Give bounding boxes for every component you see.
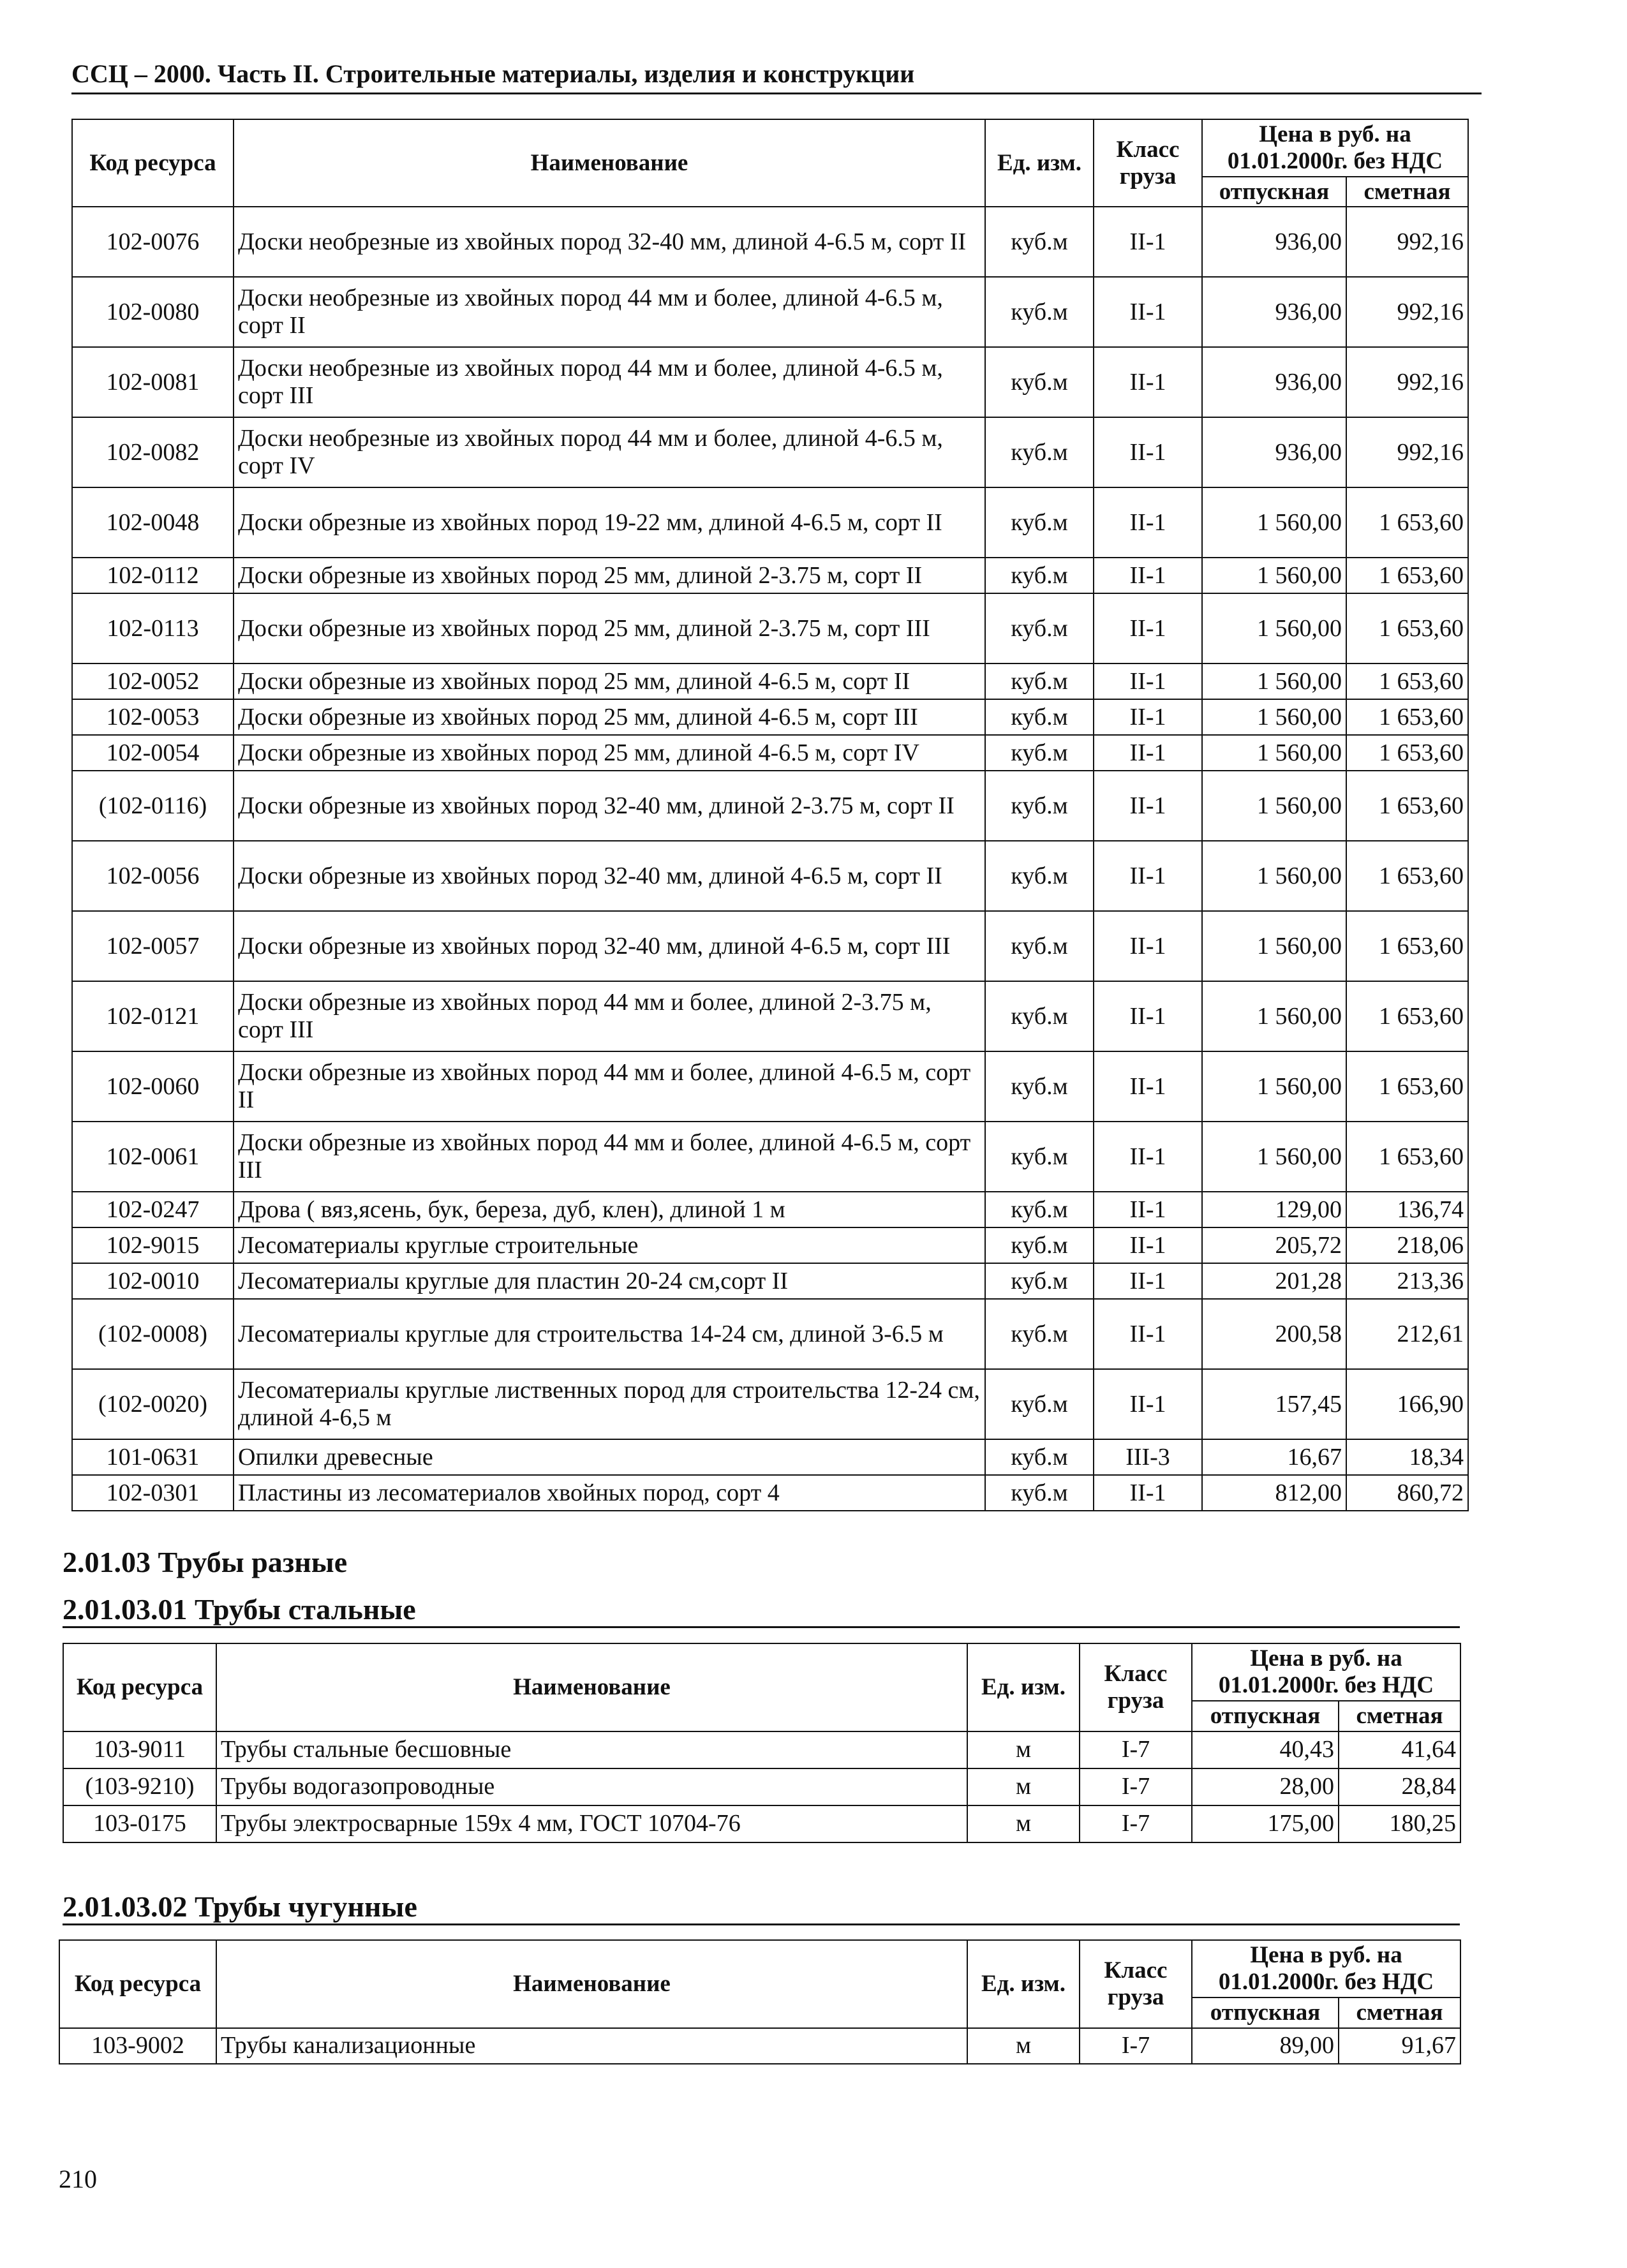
resource-name: Дрова ( вяз,ясень, бук, береза, дуб, клен), длиной 1 м — [234, 1192, 985, 1227]
resource-code: (102-0116) — [72, 771, 234, 841]
resource-name: Лесоматериалы круглые для строительства 14-24 см, длиной 3-6.5 м — [234, 1299, 985, 1369]
header-code: Код ресурса — [59, 1940, 216, 2028]
resource-name: Доски обрезные из хвойных пород 44 мм и более, длиной 4-6.5 м, сорт III — [234, 1122, 985, 1192]
unit: м — [967, 1731, 1080, 1768]
resource-code: (102-0008) — [72, 1299, 234, 1369]
release-price: 1 560,00 — [1202, 558, 1346, 593]
unit: куб.м — [985, 1475, 1094, 1511]
resource-code: 102-0056 — [72, 841, 234, 911]
release-price: 1 560,00 — [1202, 663, 1346, 699]
header-price: Цена в руб. на 01.01.2000г. без НДС — [1192, 1643, 1460, 1701]
unit: куб.м — [985, 1439, 1094, 1475]
unit: куб.м — [985, 1227, 1094, 1263]
unit: куб.м — [985, 981, 1094, 1051]
release-price: 1 560,00 — [1202, 735, 1346, 771]
unit: куб.м — [985, 207, 1094, 277]
unit: куб.м — [985, 417, 1094, 487]
resource-name: Доски обрезные из хвойных пород 32-40 мм, длиной 4-6.5 м, сорт III — [234, 911, 985, 981]
header-price: Цена в руб. на 01.01.2000г. без НДС — [1202, 119, 1468, 177]
unit: куб.м — [985, 347, 1094, 417]
estimate-price: 218,06 — [1346, 1227, 1468, 1263]
release-price: 812,00 — [1202, 1475, 1346, 1511]
estimate-price: 1 653,60 — [1346, 663, 1468, 699]
estimate-price: 1 653,60 — [1346, 558, 1468, 593]
resource-code: 101-0631 — [72, 1439, 234, 1475]
table-row — [72, 771, 1468, 841]
header-class: Класс груза — [1080, 1643, 1192, 1731]
release-price: 1 560,00 — [1202, 699, 1346, 735]
page-header: ССЦ – 2000. Часть II. Строительные материалы, изделия и конструкции — [71, 59, 1482, 94]
table-row — [72, 1439, 1468, 1475]
header-name: Наименование — [216, 1643, 967, 1731]
cargo-class: II-1 — [1094, 911, 1202, 981]
resource-code: 103-0175 — [63, 1805, 216, 1842]
resource-name: Доски необрезные из хвойных пород 32-40 мм, длиной 4-6.5 м, сорт II — [234, 207, 985, 277]
resource-code: 102-0113 — [72, 593, 234, 663]
resource-name: Доски необрезные из хвойных пород 44 мм и более, длиной 4-6.5 м, сорт II — [234, 277, 985, 347]
release-price: 28,00 — [1192, 1768, 1339, 1805]
resource-code: 102-0010 — [72, 1263, 234, 1299]
cargo-class: II-1 — [1094, 1122, 1202, 1192]
cargo-class: III-3 — [1094, 1439, 1202, 1475]
estimate-price: 1 653,60 — [1346, 1122, 1468, 1192]
table-row — [72, 1299, 1468, 1369]
release-price: 89,00 — [1192, 2028, 1339, 2064]
header-class: Класс груза — [1080, 1940, 1192, 2028]
resource-name: Доски обрезные из хвойных пород 25 мм, длиной 2-3.75 м, сорт III — [234, 593, 985, 663]
price-table-cast-iron-pipes — [59, 1939, 1461, 2064]
resource-code: 103-9011 — [63, 1731, 216, 1768]
unit: куб.м — [985, 735, 1094, 771]
resource-name: Пластины из лесоматериалов хвойных пород, сорт 4 — [234, 1475, 985, 1511]
cargo-class: II-1 — [1094, 593, 1202, 663]
table-row — [72, 911, 1468, 981]
cargo-class: II-1 — [1094, 1192, 1202, 1227]
release-price: 1 560,00 — [1202, 487, 1346, 558]
cargo-class: II-1 — [1094, 699, 1202, 735]
cargo-class: II-1 — [1094, 207, 1202, 277]
table-row — [72, 981, 1468, 1051]
cargo-class: II-1 — [1094, 663, 1202, 699]
section-title-steel-pipes: 2.01.03.01 Трубы стальные — [63, 1592, 1460, 1628]
unit: м — [967, 2028, 1080, 2064]
unit: куб.м — [985, 277, 1094, 347]
cargo-class: I-7 — [1080, 1731, 1192, 1768]
table-row — [72, 1122, 1468, 1192]
cargo-class: II-1 — [1094, 1299, 1202, 1369]
resource-code: 102-0053 — [72, 699, 234, 735]
resource-code: 102-0054 — [72, 735, 234, 771]
table-row — [72, 1227, 1468, 1263]
cargo-class: I-7 — [1080, 1768, 1192, 1805]
resource-code: 102-0082 — [72, 417, 234, 487]
estimate-price: 1 653,60 — [1346, 911, 1468, 981]
cargo-class: II-1 — [1094, 841, 1202, 911]
resource-code: 102-0080 — [72, 277, 234, 347]
resource-code: 102-0048 — [72, 487, 234, 558]
resource-code: 102-9015 — [72, 1227, 234, 1263]
estimate-price: 180,25 — [1339, 1805, 1460, 1842]
unit: куб.м — [985, 593, 1094, 663]
unit: куб.м — [985, 663, 1094, 699]
estimate-price: 1 653,60 — [1346, 771, 1468, 841]
resource-name: Трубы водогазопроводные — [216, 1768, 967, 1805]
resource-code: 102-0076 — [72, 207, 234, 277]
header-estimate: сметная — [1339, 1997, 1460, 2028]
release-price: 1 560,00 — [1202, 1122, 1346, 1192]
release-price: 129,00 — [1202, 1192, 1346, 1227]
estimate-price: 992,16 — [1346, 207, 1468, 277]
estimate-price: 1 653,60 — [1346, 735, 1468, 771]
unit: м — [967, 1768, 1080, 1805]
header-unit: Ед. изм. — [967, 1643, 1080, 1731]
section-title-pipes: 2.01.03 Трубы разные — [63, 1546, 348, 1578]
estimate-price: 18,34 — [1346, 1439, 1468, 1475]
resource-code: 102-0112 — [72, 558, 234, 593]
release-price: 1 560,00 — [1202, 841, 1346, 911]
header-estimate: сметная — [1346, 177, 1468, 207]
table-row — [72, 841, 1468, 911]
header-name: Наименование — [234, 119, 985, 207]
resource-code: 102-0121 — [72, 981, 234, 1051]
table-row — [72, 1192, 1468, 1227]
resource-code: (102-0020) — [72, 1369, 234, 1439]
release-price: 936,00 — [1202, 417, 1346, 487]
release-price: 1 560,00 — [1202, 981, 1346, 1051]
cargo-class: I-7 — [1080, 1805, 1192, 1842]
release-price: 175,00 — [1192, 1805, 1339, 1842]
unit: куб.м — [985, 487, 1094, 558]
unit: куб.м — [985, 841, 1094, 911]
resource-name: Доски необрезные из хвойных пород 44 мм и более, длиной 4-6.5 м, сорт III — [234, 347, 985, 417]
release-price: 936,00 — [1202, 347, 1346, 417]
cargo-class: II-1 — [1094, 558, 1202, 593]
resource-name: Доски обрезные из хвойных пород 25 мм, длиной 4-6.5 м, сорт III — [234, 699, 985, 735]
unit: куб.м — [985, 699, 1094, 735]
estimate-price: 1 653,60 — [1346, 841, 1468, 911]
estimate-price: 1 653,60 — [1346, 981, 1468, 1051]
resource-name: Трубы канализационные — [216, 2028, 967, 2064]
cargo-class: II-1 — [1094, 1263, 1202, 1299]
estimate-price: 860,72 — [1346, 1475, 1468, 1511]
resource-name: Доски обрезные из хвойных пород 32-40 мм, длиной 2-3.75 м, сорт II — [234, 771, 985, 841]
header-unit: Ед. изм. — [967, 1940, 1080, 2028]
estimate-price: 992,16 — [1346, 417, 1468, 487]
resource-code: 102-0057 — [72, 911, 234, 981]
header-code: Код ресурса — [63, 1643, 216, 1731]
resource-name: Доски необрезные из хвойных пород 44 мм и более, длиной 4-6.5 м, сорт IV — [234, 417, 985, 487]
cargo-class: II-1 — [1094, 1369, 1202, 1439]
estimate-price: 28,84 — [1339, 1768, 1460, 1805]
table-row — [72, 1263, 1468, 1299]
table-row — [72, 1369, 1468, 1439]
table-row — [72, 558, 1468, 593]
release-price: 1 560,00 — [1202, 593, 1346, 663]
resource-name: Лесоматериалы круглые лиственных пород для строительства 12-24 см, длиной 4-6,5 м — [234, 1369, 985, 1439]
release-price: 936,00 — [1202, 207, 1346, 277]
release-price: 40,43 — [1192, 1731, 1339, 1768]
resource-name: Доски обрезные из хвойных пород 25 мм, длиной 4-6.5 м, сорт IV — [234, 735, 985, 771]
header-name: Наименование — [216, 1940, 967, 2028]
estimate-price: 136,74 — [1346, 1192, 1468, 1227]
unit: куб.м — [985, 1369, 1094, 1439]
table-row — [72, 277, 1468, 347]
estimate-price: 1 653,60 — [1346, 1051, 1468, 1122]
resource-name: Доски обрезные из хвойных пород 32-40 мм, длиной 4-6.5 м, сорт II — [234, 841, 985, 911]
header-class: Класс груза — [1094, 119, 1202, 207]
table-row — [72, 663, 1468, 699]
header-price: Цена в руб. на 01.01.2000г. без НДС — [1192, 1940, 1460, 1997]
estimate-price: 1 653,60 — [1346, 593, 1468, 663]
estimate-price: 213,36 — [1346, 1263, 1468, 1299]
cargo-class: II-1 — [1094, 981, 1202, 1051]
estimate-price: 212,61 — [1346, 1299, 1468, 1369]
unit: куб.м — [985, 1192, 1094, 1227]
header-code: Код ресурса — [72, 119, 234, 207]
section-title-cast-iron-pipes: 2.01.03.02 Трубы чугунные — [63, 1890, 1460, 1925]
table-row — [72, 417, 1468, 487]
estimate-price: 1 653,60 — [1346, 699, 1468, 735]
unit: куб.м — [985, 1263, 1094, 1299]
unit: куб.м — [985, 558, 1094, 593]
cargo-class: I-7 — [1080, 2028, 1192, 2064]
resource-code: 102-0081 — [72, 347, 234, 417]
table-row — [72, 593, 1468, 663]
table-row — [72, 735, 1468, 771]
estimate-price: 1 653,60 — [1346, 487, 1468, 558]
resource-name: Трубы электросварные 159х 4 мм, ГОСТ 10704-76 — [216, 1805, 967, 1842]
header-release: отпускная — [1202, 177, 1346, 207]
resource-code: 102-0301 — [72, 1475, 234, 1511]
cargo-class: II-1 — [1094, 1475, 1202, 1511]
table-row — [63, 1805, 1460, 1842]
table-row — [63, 1768, 1460, 1805]
estimate-price: 992,16 — [1346, 277, 1468, 347]
cargo-class: II-1 — [1094, 735, 1202, 771]
header-release: отпускная — [1192, 1701, 1339, 1731]
header-release: отпускная — [1192, 1997, 1339, 2028]
resource-name: Доски обрезные из хвойных пород 25 мм, длиной 4-6.5 м, сорт II — [234, 663, 985, 699]
page-number: 210 — [59, 2165, 97, 2193]
resource-name: Трубы стальные бесшовные — [216, 1731, 967, 1768]
resource-name: Лесоматериалы круглые строительные — [234, 1227, 985, 1263]
resource-name: Доски обрезные из хвойных пород 19-22 мм, длиной 4-6.5 м, сорт II — [234, 487, 985, 558]
unit: куб.м — [985, 771, 1094, 841]
header-unit: Ед. изм. — [985, 119, 1094, 207]
resource-name: Доски обрезные из хвойных пород 25 мм, длиной 2-3.75 м, сорт II — [234, 558, 985, 593]
estimate-price: 41,64 — [1339, 1731, 1460, 1768]
estimate-price: 992,16 — [1346, 347, 1468, 417]
resource-code: 102-0061 — [72, 1122, 234, 1192]
table-row — [72, 347, 1468, 417]
cargo-class: II-1 — [1094, 487, 1202, 558]
table-row — [72, 207, 1468, 277]
resource-name: Доски обрезные из хвойных пород 44 мм и более, длиной 4-6.5 м, сорт II — [234, 1051, 985, 1122]
release-price: 1 560,00 — [1202, 911, 1346, 981]
price-table-steel-pipes — [63, 1643, 1461, 1843]
release-price: 16,67 — [1202, 1439, 1346, 1475]
release-price: 205,72 — [1202, 1227, 1346, 1263]
cargo-class: II-1 — [1094, 771, 1202, 841]
resource-name: Опилки древесные — [234, 1439, 985, 1475]
release-price: 1 560,00 — [1202, 771, 1346, 841]
resource-name: Лесоматериалы круглые для пластин 20-24 см,сорт II — [234, 1263, 985, 1299]
resource-code: 102-0052 — [72, 663, 234, 699]
cargo-class: II-1 — [1094, 277, 1202, 347]
resource-code: 102-0060 — [72, 1051, 234, 1122]
cargo-class: II-1 — [1094, 417, 1202, 487]
table-row — [72, 1051, 1468, 1122]
unit: куб.м — [985, 911, 1094, 981]
table-row — [72, 699, 1468, 735]
resource-name: Доски обрезные из хвойных пород 44 мм и более, длиной 2-3.75 м, сорт III — [234, 981, 985, 1051]
unit: куб.м — [985, 1299, 1094, 1369]
resource-code: (103-9210) — [63, 1768, 216, 1805]
resource-code: 102-0247 — [72, 1192, 234, 1227]
table-row — [72, 487, 1468, 558]
table-row — [72, 1475, 1468, 1511]
resource-code: 103-9002 — [59, 2028, 216, 2064]
release-price: 200,58 — [1202, 1299, 1346, 1369]
cargo-class: II-1 — [1094, 1227, 1202, 1263]
price-table-timber — [71, 119, 1469, 1511]
estimate-price: 166,90 — [1346, 1369, 1468, 1439]
release-price: 157,45 — [1202, 1369, 1346, 1439]
header-estimate: сметная — [1339, 1701, 1460, 1731]
release-price: 201,28 — [1202, 1263, 1346, 1299]
table-row — [59, 2028, 1460, 2064]
release-price: 1 560,00 — [1202, 1051, 1346, 1122]
estimate-price: 91,67 — [1339, 2028, 1460, 2064]
table-row — [63, 1731, 1460, 1768]
unit: куб.м — [985, 1051, 1094, 1122]
cargo-class: II-1 — [1094, 347, 1202, 417]
cargo-class: II-1 — [1094, 1051, 1202, 1122]
unit: м — [967, 1805, 1080, 1842]
release-price: 936,00 — [1202, 277, 1346, 347]
unit: куб.м — [985, 1122, 1094, 1192]
